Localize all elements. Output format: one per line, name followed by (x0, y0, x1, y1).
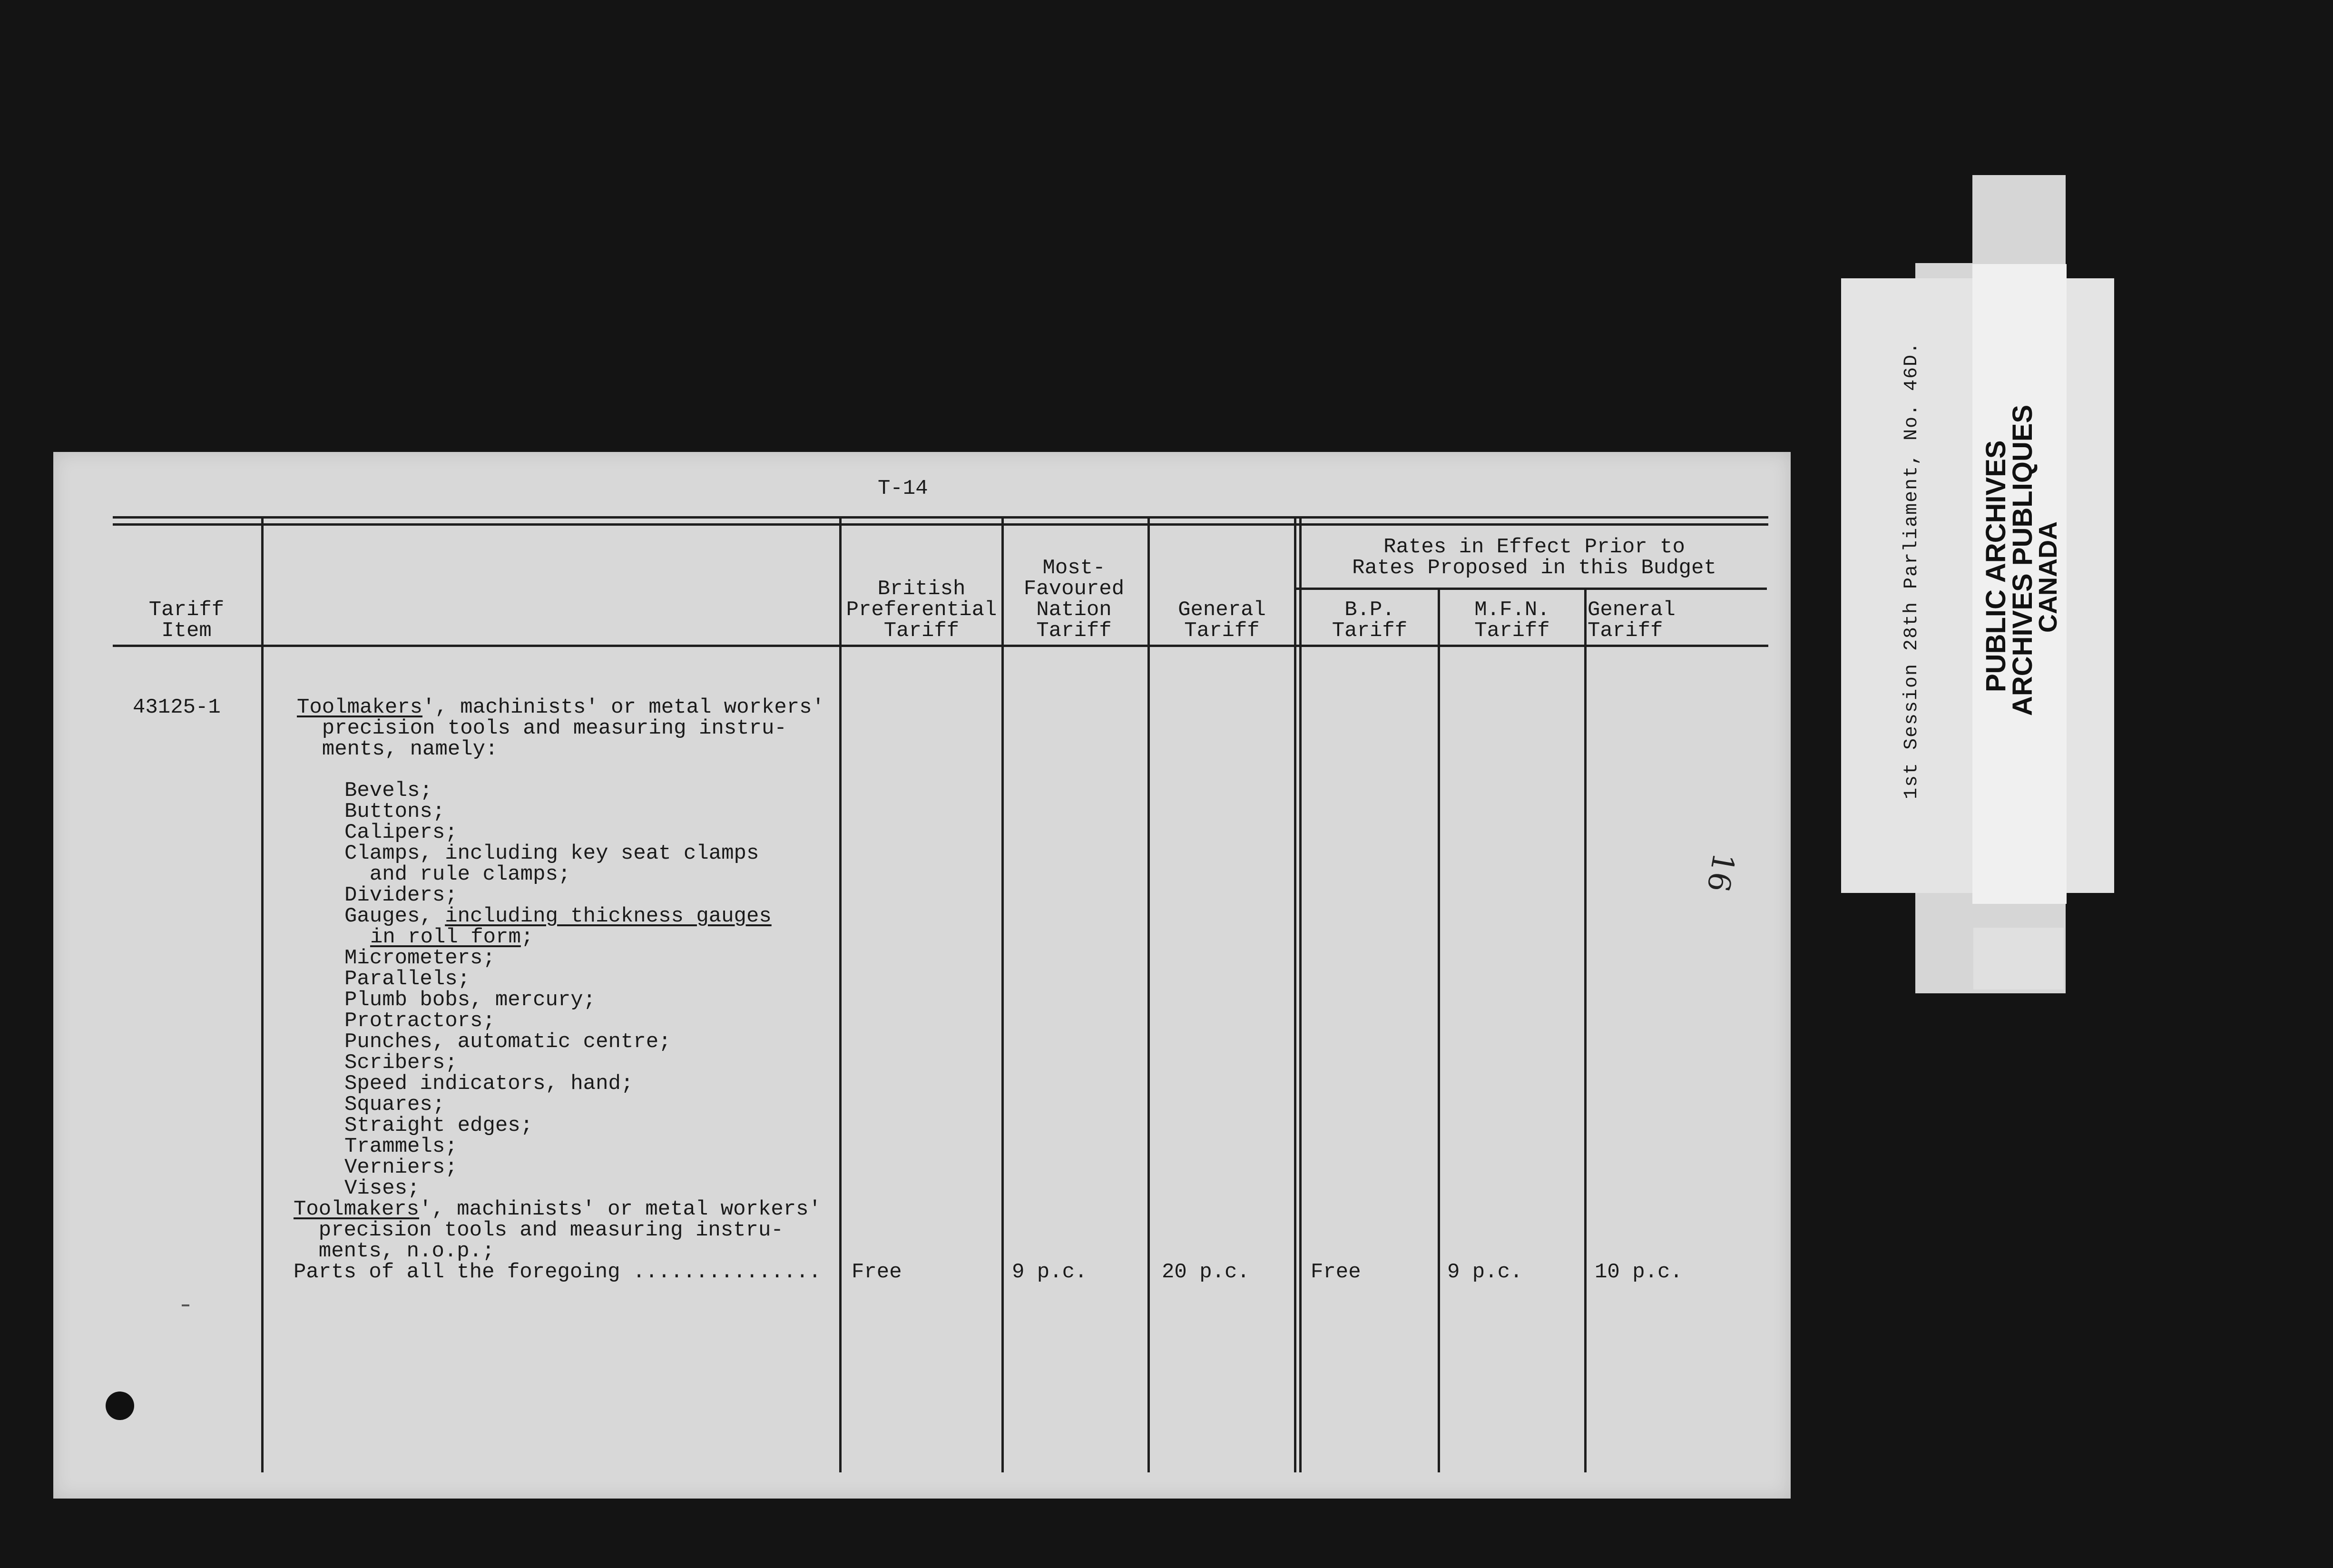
rate-british-preferential: Free (852, 1260, 902, 1284)
list-item: Calipers; (344, 821, 458, 844)
list-item-gauges-2 (370, 927, 533, 948)
parts-line: Parts of all the foregoing ............... (294, 1260, 821, 1284)
closing-rest: ', machinists' or metal workers' (419, 1197, 821, 1221)
punch-hole (106, 1392, 134, 1420)
closing-line2: precision tools and measuring instru- (294, 1218, 784, 1242)
session-reference: 1st Session 28th Parliament, No. 46D. (1901, 341, 1922, 799)
gauges-underlined: including thickness gauges (445, 904, 772, 928)
closing-line3: ments, n.o.p.; (294, 1239, 495, 1263)
tariff-item-number: 43125-1 (133, 696, 221, 719)
list-item: Micrometers; (344, 946, 495, 970)
margin-dash (182, 1304, 189, 1306)
list-item: Protractors; (344, 1009, 495, 1033)
col-rule-1 (261, 516, 264, 1472)
col-rule-4 (1147, 516, 1150, 1472)
header-tariff-item: Tariff Item (148, 598, 225, 643)
col-rule-3 (1001, 516, 1004, 1472)
rate-most-favoured: 9 p.c. (1012, 1260, 1088, 1284)
col-rule-5a (1294, 516, 1296, 1472)
handwritten-page-number: 16 (1699, 850, 1741, 895)
list-item: Squares; (344, 1093, 445, 1117)
header-rule (113, 645, 1768, 647)
entry-heading-line2: precision tools and measuring instru- (297, 716, 787, 740)
rate-bp-prior: Free (1311, 1260, 1361, 1284)
archive-name-fr: ARCHIVES PUBLIQUES (2007, 404, 2038, 716)
col-rule-2 (839, 516, 842, 1472)
gauges-line2-rest: ; (520, 925, 534, 949)
header-most-favoured: Most- Favoured Nation Tariff (1023, 556, 1125, 643)
document-sheet (53, 452, 1791, 1499)
col-rule-6 (1438, 590, 1440, 1472)
list-item: Clamps, including key seat clamps (344, 842, 759, 865)
list-item: Parallels; (344, 967, 471, 991)
closing-underlined: Toolmakers (294, 1197, 420, 1221)
list-item: Bevels; (344, 779, 432, 803)
header-mfn: M.F.N. Tariff (1474, 598, 1550, 643)
header-british-preferential: British Preferential Tariff (846, 577, 997, 643)
list-item: Plumb bobs, mercury; (344, 988, 596, 1012)
entry-heading-line1 (297, 697, 824, 718)
list-item: Verniers; (344, 1156, 458, 1179)
list-item: Punches, automatic centre; (344, 1030, 671, 1054)
list-item: Buttons; (344, 800, 445, 823)
header-general-prior: General Tariff (1588, 598, 1676, 643)
rate-general: 20 p.c. (1162, 1260, 1250, 1284)
list-item: Trammels; (344, 1135, 458, 1158)
group-rule (1296, 588, 1767, 590)
heading-rest: ', machinists' or metal workers' (422, 696, 824, 719)
gauges-line2-underlined: in roll form (370, 925, 521, 949)
col-rule-7 (1584, 590, 1587, 1472)
list-item-gauges (344, 906, 772, 927)
archive-label-notch-top (1915, 175, 1972, 263)
top-rule-2 (113, 523, 1768, 526)
list-item: Vises; (344, 1176, 420, 1200)
header-bp: B.P. Tariff (1332, 598, 1408, 643)
archive-name-en: PUBLIC ARCHIVES (1980, 440, 2011, 692)
rate-general-prior: 10 p.c. (1595, 1260, 1683, 1284)
header-general: General Tariff (1178, 598, 1266, 643)
rate-mfn-prior: 9 p.c. (1447, 1260, 1523, 1284)
list-item: and rule clamps; (344, 862, 571, 886)
archive-country: CANADA (2034, 521, 2062, 633)
gauges-prefix: Gauges, (344, 904, 445, 928)
list-item: Straight edges; (344, 1114, 533, 1137)
archive-label-strip (1973, 928, 2064, 990)
heading-underlined: Toolmakers (297, 696, 423, 719)
page-number: T-14 (878, 477, 928, 500)
top-rule (113, 516, 1768, 519)
closing-line1 (294, 1199, 821, 1220)
col-rule-5b (1299, 516, 1302, 1472)
list-item: Speed indicators, hand; (344, 1072, 634, 1096)
header-rates-prior: Rates in Effect Prior to Rates Proposed in this Budget (1352, 535, 1716, 580)
entry-heading-line3: ments, namely: (297, 737, 498, 761)
list-item: Dividers; (344, 883, 458, 907)
list-item: Scribers; (344, 1051, 458, 1075)
